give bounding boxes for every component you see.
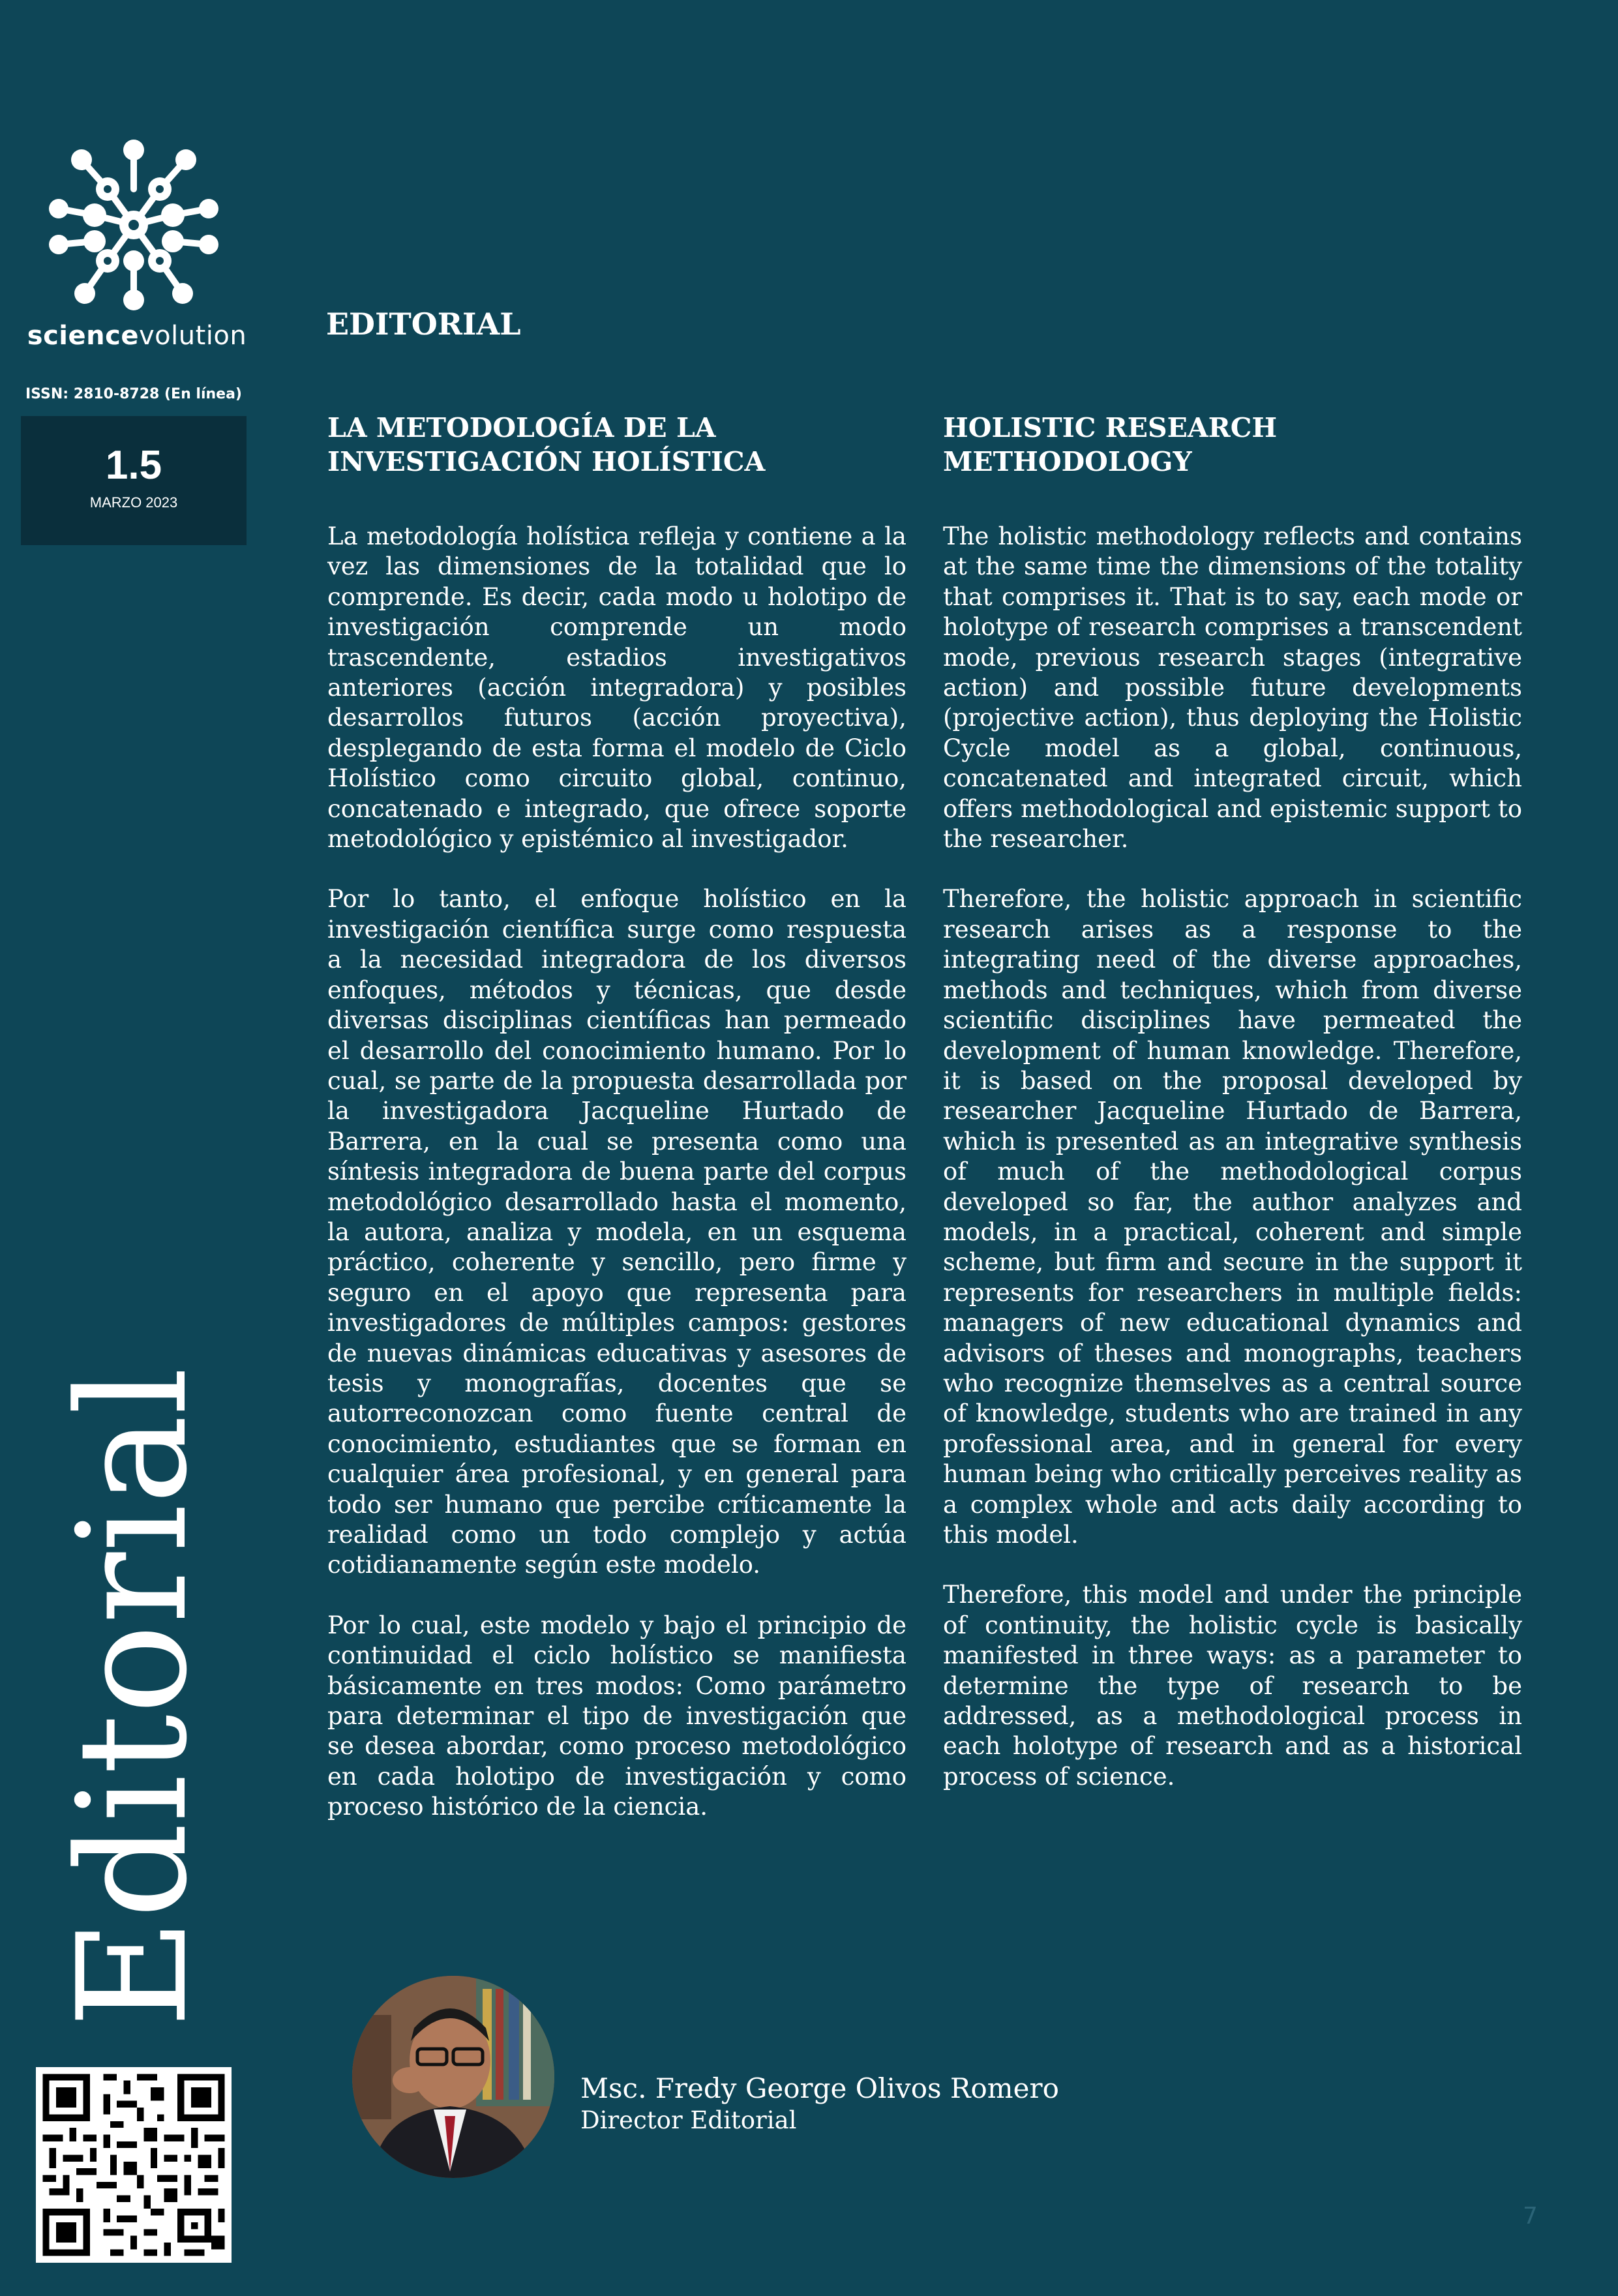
author-portrait-icon — [352, 1976, 554, 2178]
spanish-title: LA METODOLOGÍA DE LA INVESTIGACIÓN HOLÍSTICA — [327, 412, 766, 477]
spanish-paragraph-3: Por lo cual, este modelo y bajo el principio de continuidad el ciclo holístico se manifiesta básicamente en tres modos: Como parámetro para determinar el tipo de investigación que se desea abordar, como proceso metodológico en cada holotipo de investigación y como proceso histórico de la ciencia. — [327, 1611, 906, 1821]
spanish-paragraph-2: Por lo tanto, el enfoque holístico en la investigación científica surge como respuesta a la necesidad integradora de los diversos enfoques, métodos y técnicas, que desde diversas disciplinas científicas han permeado el desarrollo del conocimiento humano. Por lo cual, se parte de la propuesta desarrollada por la investigadora Jacqueline Hurtado de Barrera, en la cual se presenta como una síntesis integradora de buena parte del corpus metodológico desarrollado hasta el momento, la autora, analiza y modela, en un esquema práctico, coherente y sencillo, pero firme y seguro en el apoyo que representa para investigadores de múltiples campos: gestores de nuevas dinámicas educativas y asesores de tesis y monografías, docentes que se autorreconozcan como fuente central de conocimiento, estudiantes que se forman en cualquier área profesional, y en general para todo ser humano que percibe críticamente la realidad como un todo complejo y actúa cotidianamente según este modelo. — [327, 885, 906, 1579]
english-paragraph-3: Therefore, this model and under the principle of continuity, the holistic cycle is basically manifested in three ways: as a parameter to determine the type of research to be addressed, as a methodological process in each holotype of research and as a historical process of science. — [943, 1581, 1522, 1791]
spanish-column — [327, 411, 906, 1853]
brand-name: sciencevolution — [27, 321, 247, 351]
issue-box — [21, 416, 247, 545]
page-number: 7 — [1523, 2203, 1538, 2229]
logo-molecule-icon — [46, 137, 222, 313]
qr-code-icon[interactable] — [36, 2067, 232, 2263]
section-title: EDITORIAL — [326, 306, 521, 342]
english-paragraph-1: The holistic methodology reflects and contains at the same time the dimensions of the totality that comprises it. That is to say, each mode or holotype of research comprises a transcendent mode, previous research stages (integrative action) and possible future developments (projective action), thus deploying the Holistic Cycle model as a global, continuous, concatenated and integrated circuit, which offers methodological and epistemic support to the researcher. — [943, 522, 1522, 854]
issue-date: MARZO 2023 — [89, 494, 178, 511]
author-photo — [352, 1976, 554, 2178]
spanish-paragraph-1: La metodología holística refleja y contiene a la vez las dimensiones de la totalidad que lo comprende. Es decir, cada modo u holotipo de investigación comprende un modo trascendente, estadios investigativos anteriores (acción integradora) y posibles desarrollos futuros (acción proyectiva), desplegando de esta forma el modelo de Ciclo Holístico como circuito global, continuo, concatenado e integrado, que ofrece soporte metodológico y epistémico al investigador. — [327, 522, 906, 854]
english-column — [943, 411, 1522, 1822]
english-title: HOLISTIC RESEARCH METHODOLOGY — [943, 412, 1278, 477]
issn: ISSN: 2810-8728 (En línea) — [25, 386, 242, 402]
issue-number: 1.5 — [105, 443, 162, 488]
author-role: Director Editorial — [580, 2106, 797, 2134]
vertical-section-word: Editorial — [46, 1367, 220, 2028]
english-paragraph-2: Therefore, the holistic approach in scientific research arises as a response to the integrating need of the diverse approaches, methods and techniques, which from diverse scientific disciplines have permeated the development of human knowledge. Therefore, it is based on the proposal developed by researcher Jacqueline Hurtado de Barrera, which is presented as an integrative synthesis of much of the methodological corpus developed so far, the author analyzes and models, in a practical, coherent and simple scheme, but firm and secure in the support it represents for researchers in multiple fields: managers of new educational dynamics and advisors of theses and monographs, teachers who recognize themselves as a central source of knowledge, students who are trained in any professional area, and in general for every human being who critically perceives reality as a complex whole and acts daily according to this model. — [943, 885, 1522, 1549]
author-name: Msc. Fredy George Olivos Romero — [580, 2072, 1059, 2104]
